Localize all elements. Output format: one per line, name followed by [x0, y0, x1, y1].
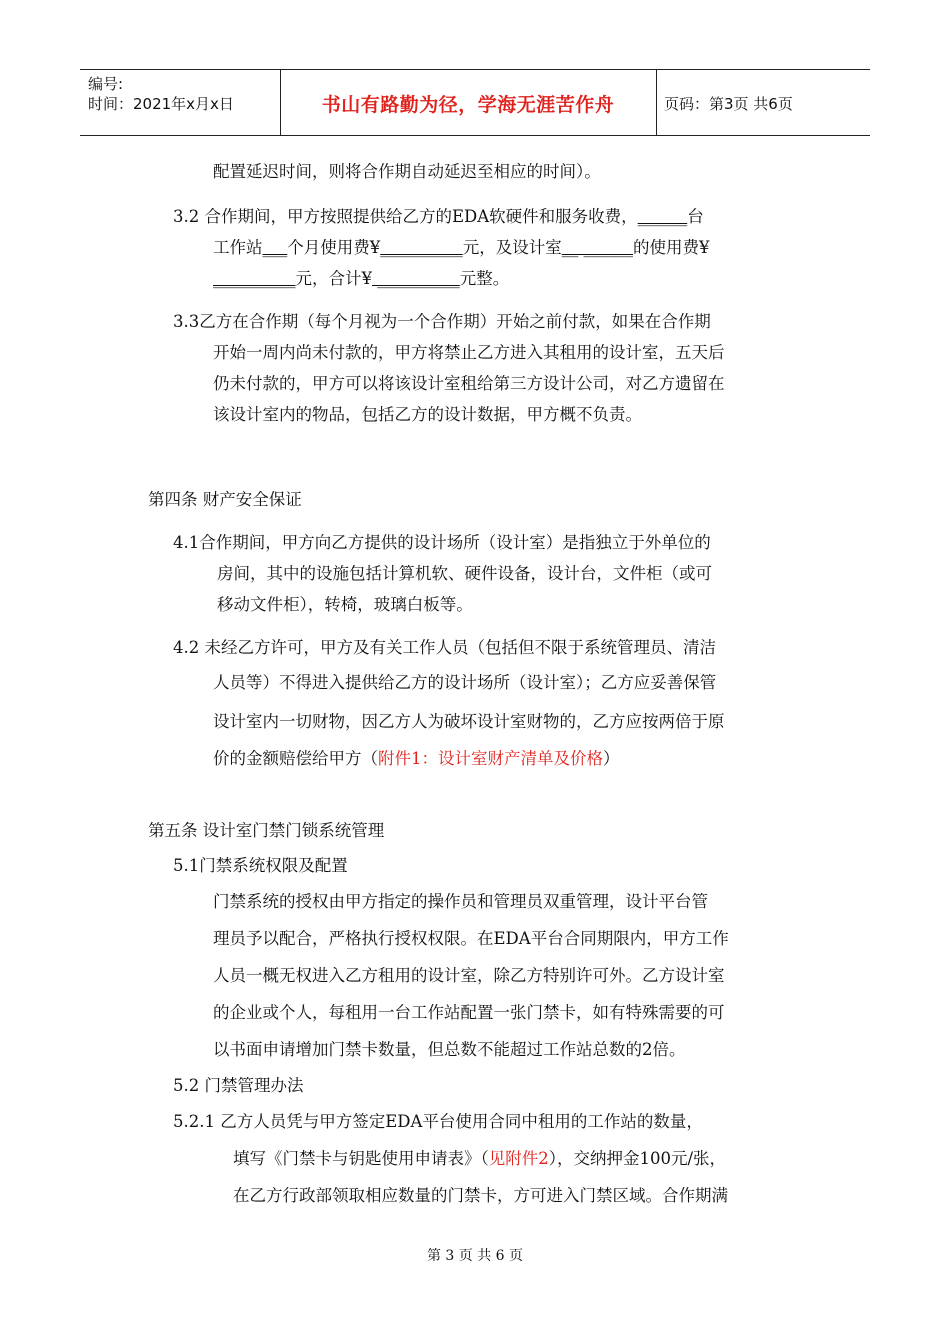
- clause-5-1-line: 的企业或个人，每租用一台工作站配置一张门禁卡，如有特殊需要的可: [213, 1003, 725, 1022]
- clause-5-1-heading: 5.1门禁系统权限及配置: [173, 856, 348, 875]
- header-time-label: 时间：2021年x月x日: [88, 95, 234, 113]
- clause-3-3-line: 该设计室内的物品，包括乙方的设计数据，甲方概不负责。: [213, 405, 642, 424]
- page-header: [80, 69, 870, 136]
- fill-blank: __ ______: [561, 238, 633, 257]
- clause-3-3-line: 3.3乙方在合作期（每个月视为一个合作期）开始之前付款，如果在合作期: [173, 312, 711, 331]
- text-run: 价的金额赔偿给甲方（: [213, 749, 378, 768]
- text-run: 元，及设计室: [462, 238, 562, 257]
- clause-4-1-line: 4.1合作期间，甲方向乙方提供的设计场所（设计室）是指独立于外单位的: [173, 533, 711, 552]
- header-meta: [88, 74, 234, 114]
- clause-4-2-line: 人员等）不得进入提供给乙方的设计场所（设计室）；乙方应妥善保管: [213, 673, 717, 692]
- article-4-heading: 第四条 财产安全保证: [148, 490, 302, 509]
- text-run: 元，合计¥: [295, 269, 372, 288]
- clause-4-1-line: 移动文件柜），转椅，玻璃白板等。: [217, 595, 473, 614]
- text-run: 工作站: [213, 238, 263, 257]
- clause-3-3-line: 仍未付款的，甲方可以将该设计室租给第三方设计公司，对乙方遗留在: [213, 374, 725, 393]
- text-run: 填写《门禁卡与钥匙使用申请表》（: [233, 1149, 489, 1168]
- clause-4-2-line: 设计室内一切财物，因乙方人为破坏设计室财物的，乙方应按两倍于原: [213, 712, 725, 731]
- clause-5-1-line: 以书面申请增加门禁卡数量，但总数不能超过工作站总数的2倍。: [213, 1040, 686, 1059]
- clause-5-2-1-line: 在乙方行政部领取相应数量的门禁卡，方可进入门禁区域。合作期满: [233, 1186, 728, 1205]
- text-run: ）: [603, 749, 620, 768]
- clause-4-1-line: 房间，其中的设施包括计算机软、硬件设备，设计台，文件柜（或可: [217, 564, 712, 583]
- fill-blank: __________: [372, 269, 460, 288]
- text-run: 元整。: [459, 269, 510, 288]
- fill-blank: __________: [380, 238, 463, 257]
- clause-3-2-line: [173, 201, 704, 232]
- text-run: 个月使用费¥: [287, 238, 381, 257]
- clause-5-2-1-line: [233, 1143, 726, 1174]
- attachment-reference: 见附件2: [488, 1149, 549, 1168]
- text-run: ），交纳押金100元/张，: [548, 1149, 727, 1168]
- header-page-label: 页码：第3页 共6页: [664, 95, 793, 113]
- header-divider: [656, 70, 657, 135]
- attachment-reference: 附件1：设计室财产清单及价格: [378, 749, 603, 768]
- clause-5-2-1-line: 5.2.1 乙方人员凭与甲方签定EDA平台使用合同中租用的工作站的数量，: [173, 1112, 703, 1131]
- article-5-heading: 第五条 设计室门禁门锁系统管理: [148, 821, 385, 840]
- header-motto: 书山有路勤为径，学海无涯苦作舟: [321, 94, 615, 116]
- clause-5-1-line: 人员一概无权进入乙方租用的设计室，除乙方特别许可外。乙方设计室: [213, 966, 725, 985]
- fill-blank: __________: [213, 269, 296, 288]
- clause-3-3-line: 开始一周内尚未付款的，甲方将禁止乙方进入其租用的设计室，五天后: [213, 343, 725, 362]
- text-run: 台: [687, 207, 704, 226]
- text-run: 3.2 合作期间，甲方按照提供给乙方的EDA软硬件和服务收费，: [173, 207, 638, 226]
- clause-3-2-line: [213, 232, 710, 263]
- clause-5-1-line: 理员予以配合，严格执行授权权限。在EDA平台合同期限内，甲方工作: [213, 929, 729, 948]
- header-number-label: 编号:: [88, 75, 124, 93]
- fill-blank: ______: [637, 207, 688, 226]
- clause-4-2-line: [213, 743, 620, 774]
- clause-5-1-line: 门禁系统的授权由甲方指定的操作员和管理员双重管理，设计平台管: [213, 892, 708, 911]
- clause-4-2-line: 4.2 未经乙方许可，甲方及有关工作人员（包括但不限于系统管理员、清洁: [173, 638, 716, 657]
- page-footer: 第 3 页 共 6 页: [426, 1248, 524, 1264]
- text-run: 的使用费¥: [633, 238, 710, 257]
- clause-3-2-line: [213, 263, 509, 294]
- fill-blank: ___: [262, 238, 288, 257]
- paragraph-line: 配置延迟时间，则将合作期自动延迟至相应的时间）。: [213, 162, 601, 181]
- clause-5-2-heading: 5.2 门禁管理办法: [173, 1076, 304, 1095]
